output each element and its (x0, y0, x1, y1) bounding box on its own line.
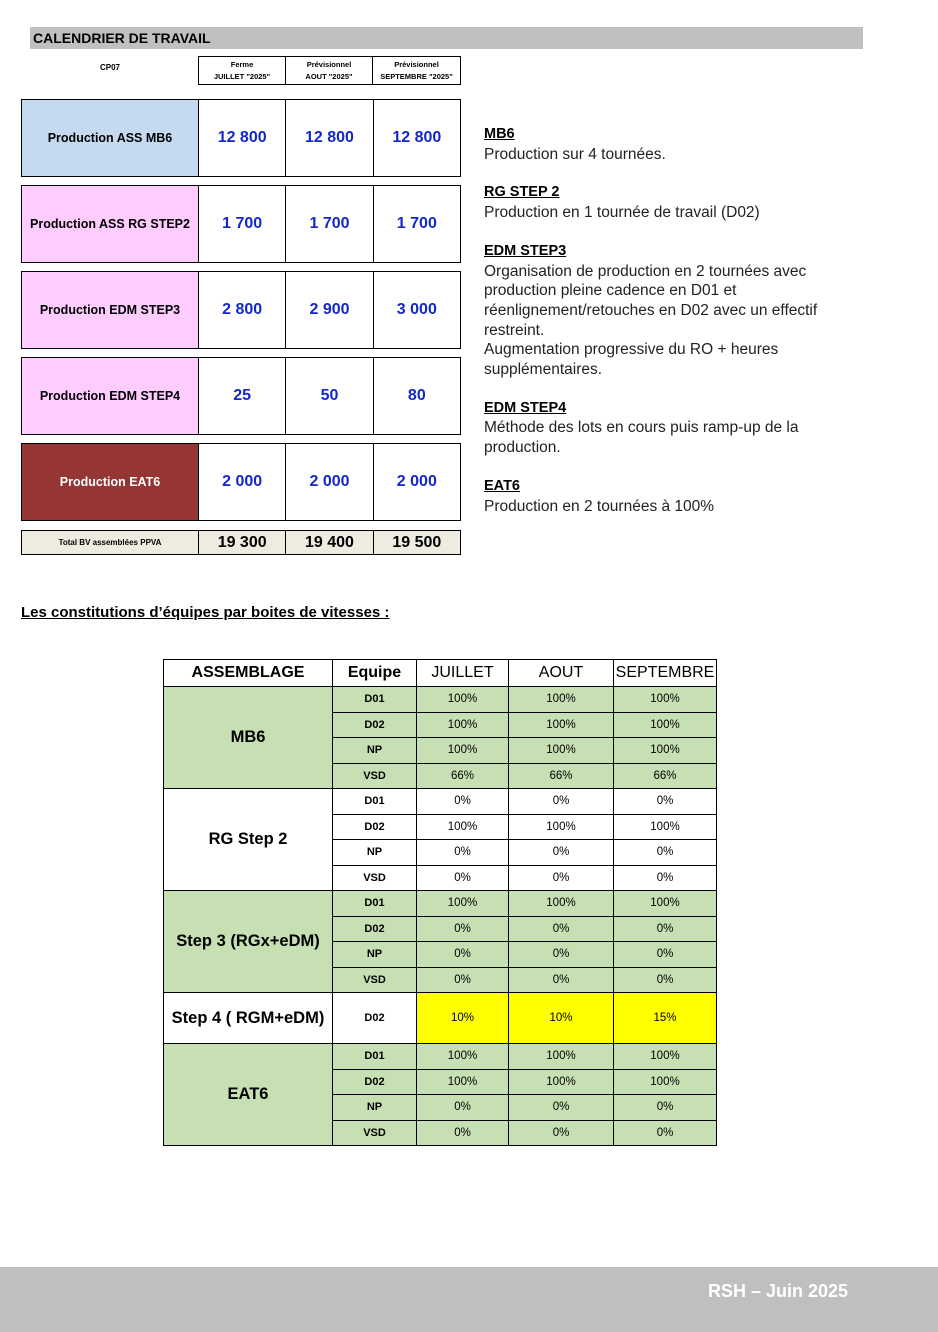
teams-table (163, 659, 717, 1146)
team-code: D01 (333, 891, 417, 917)
assembly-group: Step 4 ( RGM+eDM) (164, 993, 333, 1044)
production-row (21, 357, 461, 435)
percent-cell: 100% (614, 891, 717, 917)
percent-cell: 100% (614, 1069, 717, 1095)
team-code: NP (333, 1095, 417, 1121)
percent-cell: 0% (614, 789, 717, 815)
percent-cell: 0% (614, 840, 717, 866)
note-line: Organisation de production en 2 tournées avec (484, 262, 807, 280)
percent-cell: 66% (417, 763, 509, 789)
footer (0, 1267, 938, 1332)
percent-cell: 0% (509, 916, 614, 942)
percent-cell: 100% (614, 687, 717, 713)
production-label: Production ASS MB6 (22, 100, 199, 176)
team-code: VSD (333, 967, 417, 993)
team-code: VSD (333, 1120, 417, 1146)
production-value: 3 000 (396, 301, 437, 318)
percent-cell: 100% (509, 1069, 614, 1095)
percent-cell: 66% (614, 763, 717, 789)
total-label: Total BV assemblées PPVA (22, 531, 199, 554)
percent-cell: 0% (417, 942, 509, 968)
percent-cell: 0% (417, 967, 509, 993)
production-value: 2 000 (396, 473, 437, 490)
column-header-month: SEPTEMBRE "2025" (380, 72, 453, 81)
production-value: 2 000 (286, 444, 373, 520)
note-line: Production en 2 tournées à 100% (484, 497, 715, 515)
header-aout: AOUT (509, 660, 614, 687)
percent-cell: 10% (417, 993, 509, 1044)
table-row (164, 1044, 717, 1070)
production-value: 1 700 (286, 186, 373, 262)
percent-cell: 100% (509, 1044, 614, 1070)
table-row (164, 891, 717, 917)
production-value: 25 (199, 358, 286, 434)
production-value: 2 000 (199, 444, 286, 520)
percent-cell: 100% (417, 687, 509, 713)
header-septembre: SEPTEMBRE (614, 660, 717, 687)
note-heading: EDM STEP3 (484, 242, 567, 259)
team-code: D02 (333, 814, 417, 840)
percent-cell: 0% (614, 967, 717, 993)
note-line: réenlignement/retouches en D02 avec un effectif (484, 301, 818, 319)
production-value: 1 700 (199, 186, 286, 262)
production-value: 2 900 (286, 272, 373, 348)
percent-cell: 100% (614, 712, 717, 738)
percent-cell: 100% (614, 738, 717, 764)
cp-code: CP07 (99, 63, 120, 72)
header-assemblage: ASSEMBLAGE (164, 660, 333, 687)
production-value: 50 (286, 358, 373, 434)
production-row (21, 271, 461, 349)
percent-cell: 0% (509, 1095, 614, 1121)
percent-cell: 100% (417, 712, 509, 738)
percent-cell: 100% (509, 712, 614, 738)
team-code: VSD (333, 763, 417, 789)
percent-cell: 100% (509, 814, 614, 840)
note-line: Augmentation progressive du RO + heures (484, 341, 779, 359)
percent-cell: 0% (509, 942, 614, 968)
assembly-group: RG Step 2 (164, 789, 333, 891)
percent-cell: 0% (509, 865, 614, 891)
note-block (484, 477, 884, 516)
column-header (285, 56, 373, 85)
total-row (21, 530, 461, 555)
total-value: 19 500 (392, 533, 442, 551)
page-title: CALENDRIER DE TRAVAIL (30, 27, 863, 49)
percent-cell: 100% (417, 1044, 509, 1070)
percent-cell: 100% (417, 1069, 509, 1095)
header-equipe: Equipe (333, 660, 417, 687)
note-line: restreint. (484, 321, 545, 339)
production-label: Production EDM STEP3 (22, 272, 199, 348)
percent-cell: 0% (614, 916, 717, 942)
note-block (484, 399, 884, 458)
team-code: NP (333, 738, 417, 764)
footer-text: RSH – Juin 2025 (707, 1281, 848, 1301)
percent-cell: 0% (614, 865, 717, 891)
percent-cell: 0% (509, 967, 614, 993)
percent-cell: 0% (417, 789, 509, 815)
percent-cell: 0% (509, 840, 614, 866)
column-header (372, 56, 461, 85)
percent-cell: 0% (417, 916, 509, 942)
percent-cell: 0% (417, 840, 509, 866)
note-line: supplémentaires. (484, 361, 603, 379)
percent-cell: 100% (417, 738, 509, 764)
team-code: D02 (333, 993, 417, 1044)
assembly-group: Step 3 (RGx+eDM) (164, 891, 333, 993)
column-header-status: Prévisionnel (394, 60, 439, 69)
column-header (198, 56, 286, 85)
column-header-month: JUILLET "2025" (213, 72, 271, 81)
percent-cell: 100% (417, 814, 509, 840)
percent-cell: 0% (614, 942, 717, 968)
assembly-group: MB6 (164, 687, 333, 789)
notes-panel (484, 125, 884, 535)
production-row (21, 99, 461, 177)
note-heading: MB6 (484, 126, 515, 142)
team-code: VSD (333, 865, 417, 891)
percent-cell: 0% (614, 1095, 717, 1121)
column-header-status: Ferme (230, 60, 254, 69)
production-value: 80 (407, 387, 426, 404)
team-code: D02 (333, 712, 417, 738)
production-value: 2 800 (199, 272, 286, 348)
percent-cell: 100% (509, 891, 614, 917)
column-header-month: AOUT "2025" (305, 72, 353, 81)
percent-cell: 100% (509, 738, 614, 764)
team-code: NP (333, 942, 417, 968)
percent-cell: 15% (614, 993, 717, 1044)
note-heading: EDM STEP4 (484, 399, 567, 416)
percent-cell: 100% (614, 814, 717, 840)
production-value: 1 700 (396, 215, 437, 232)
table-row (164, 993, 717, 1044)
team-code: NP (333, 840, 417, 866)
table-row (164, 789, 717, 815)
team-code: D02 (333, 1069, 417, 1095)
percent-cell: 100% (509, 687, 614, 713)
note-block (484, 183, 884, 222)
production-value: 12 800 (286, 100, 373, 176)
percent-cell: 0% (509, 1120, 614, 1146)
percent-cell: 100% (417, 891, 509, 917)
note-line: Production sur 4 tournées. (484, 145, 666, 163)
percent-cell: 0% (417, 1120, 509, 1146)
team-code: D01 (333, 789, 417, 815)
note-heading: RG STEP 2 (484, 184, 560, 201)
note-block (484, 125, 884, 164)
teams-title: Les constitutions d’équipes par boites de vitesses : (21, 604, 390, 621)
column-header-status: Prévisionnel (306, 60, 352, 69)
production-label: Production ASS RG STEP2 (22, 186, 199, 262)
note-heading: EAT6 (484, 477, 520, 494)
note-block (484, 242, 884, 380)
total-value: 19 300 (199, 531, 286, 554)
assembly-group: EAT6 (164, 1044, 333, 1146)
production-label: Production EAT6 (22, 444, 199, 520)
percent-cell: 0% (417, 865, 509, 891)
percent-cell: 0% (509, 789, 614, 815)
team-code: D01 (333, 687, 417, 713)
note-line: production. (484, 439, 561, 457)
header-juillet: JUILLET (417, 660, 509, 687)
production-label: Production EDM STEP4 (22, 358, 199, 434)
production-row (21, 443, 461, 521)
team-code: D02 (333, 916, 417, 942)
percent-cell: 10% (509, 993, 614, 1044)
table-row (164, 687, 717, 713)
production-value: 12 800 (392, 129, 442, 146)
note-line: production pleine cadence en D01 et (484, 282, 737, 300)
total-value: 19 400 (286, 531, 373, 554)
percent-cell: 66% (509, 763, 614, 789)
production-value: 12 800 (199, 100, 286, 176)
team-code: D01 (333, 1044, 417, 1070)
note-line: Production en 1 tournée de travail (D02) (484, 204, 760, 222)
production-row (21, 185, 461, 263)
percent-cell: 100% (614, 1044, 717, 1070)
percent-cell: 0% (614, 1120, 717, 1146)
percent-cell: 0% (417, 1095, 509, 1121)
note-line: Méthode des lots en cours puis ramp-up de la (484, 419, 799, 437)
